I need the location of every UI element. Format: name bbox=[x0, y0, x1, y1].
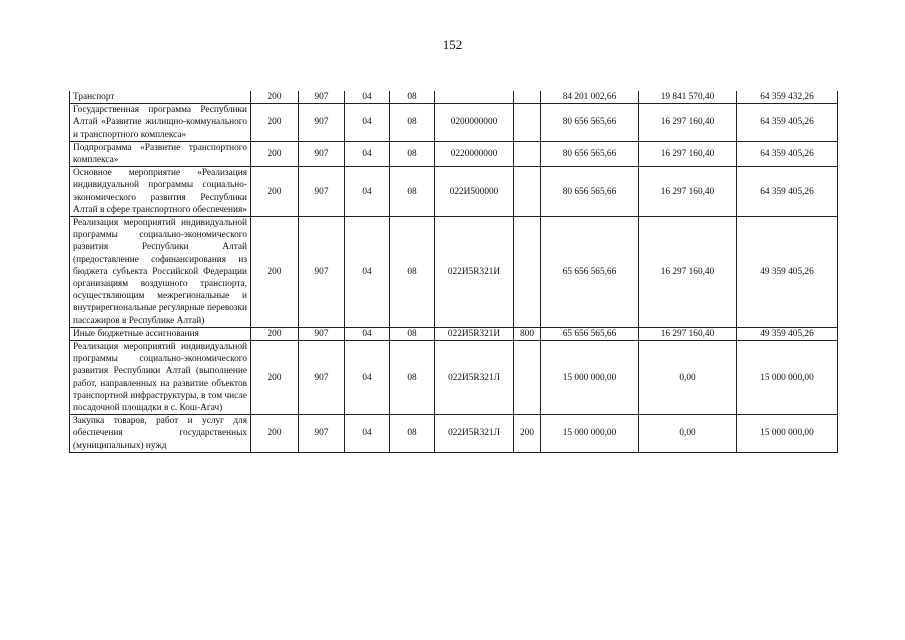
amount-3-cell: 49 359 405,26 bbox=[737, 327, 838, 340]
target-item-code-cell: 022И5R321И bbox=[435, 217, 514, 328]
amount-2-cell: 16 297 160,40 bbox=[639, 104, 737, 142]
amount-2-cell: 0,00 bbox=[639, 415, 737, 453]
subsection-code-cell: 08 bbox=[390, 327, 435, 340]
expense-type-code-cell bbox=[514, 141, 541, 166]
amount-1-cell: 84 201 002,66 bbox=[541, 91, 639, 104]
section-code-cell: 04 bbox=[345, 104, 390, 142]
amount-1-cell: 80 656 565,66 bbox=[541, 141, 639, 166]
section-code-cell: 04 bbox=[345, 141, 390, 166]
code-cell: 200 bbox=[251, 104, 299, 142]
department-code-cell: 907 bbox=[299, 104, 345, 142]
amount-1-cell: 65 656 565,66 bbox=[541, 327, 639, 340]
expense-type-code-cell bbox=[514, 91, 541, 104]
amount-1-cell: 15 000 000,00 bbox=[541, 415, 639, 453]
row-name-cell: Закупка товаров, работ и услуг для обеспечения государственных (муниципальных) нужд bbox=[70, 415, 251, 453]
row-name-cell: Государственная программа Республики Алтай «Развитие жилищно-коммунального и транспортного комплекса» bbox=[70, 104, 251, 142]
amount-1-cell: 80 656 565,66 bbox=[541, 104, 639, 142]
target-item-code-cell: 0200000000 bbox=[435, 104, 514, 142]
row-name-cell: Реализация мероприятий индивидуальной программы социально-экономического развития Республики Алтай (выполнение работ, направленных на развитие объектов транспортной инфраструктуры, в том числе посадочной площадки в с. Кош-Агач) bbox=[70, 341, 251, 415]
amount-1-cell: 80 656 565,66 bbox=[541, 167, 639, 217]
code-cell: 200 bbox=[251, 91, 299, 104]
table-row bbox=[70, 104, 838, 142]
subsection-code-cell: 08 bbox=[390, 415, 435, 453]
table-row bbox=[70, 217, 838, 328]
row-name-cell: Иные бюджетные ассигнования bbox=[70, 327, 251, 340]
code-cell: 200 bbox=[251, 341, 299, 415]
subsection-code-cell: 08 bbox=[390, 341, 435, 415]
target-item-code-cell: 022И500000 bbox=[435, 167, 514, 217]
section-code-cell: 04 bbox=[345, 415, 390, 453]
amount-2-cell: 16 297 160,40 bbox=[639, 167, 737, 217]
table-row bbox=[70, 327, 838, 340]
expense-type-code-cell bbox=[514, 217, 541, 328]
target-item-code-cell: 0220000000 bbox=[435, 141, 514, 166]
target-item-code-cell: 022И5R321Л bbox=[435, 415, 514, 453]
subsection-code-cell: 08 bbox=[390, 141, 435, 166]
expense-type-code-cell bbox=[514, 167, 541, 217]
target-item-code-cell: 022И5R321Л bbox=[435, 341, 514, 415]
expense-type-code-cell bbox=[514, 341, 541, 415]
code-cell: 200 bbox=[251, 167, 299, 217]
subsection-code-cell: 08 bbox=[390, 91, 435, 104]
table-row bbox=[70, 167, 838, 217]
amount-3-cell: 64 359 432,26 bbox=[737, 91, 838, 104]
row-name-cell: Подпрограмма «Развитие транспортного комплекса» bbox=[70, 141, 251, 166]
amount-2-cell: 16 297 160,40 bbox=[639, 141, 737, 166]
row-name-cell: Реализация мероприятий индивидуальной программы социально-экономического развития Республики Алтай (предоставление софинансирования из бюджета субъекта Российской Федерации организациям воздушного транспорта, осуществляющим межрегиональные и внутрирегиональные регулярные перевозки пассажиров в Республике Алтай) bbox=[70, 217, 251, 328]
table-row bbox=[70, 141, 838, 166]
section-code-cell: 04 bbox=[345, 217, 390, 328]
page-number: 152 bbox=[442, 37, 463, 52]
target-item-code-cell bbox=[435, 91, 514, 104]
department-code-cell: 907 bbox=[299, 341, 345, 415]
department-code-cell: 907 bbox=[299, 91, 345, 104]
code-cell: 200 bbox=[251, 415, 299, 453]
subsection-code-cell: 08 bbox=[390, 104, 435, 142]
code-cell: 200 bbox=[251, 141, 299, 166]
amount-3-cell: 49 359 405,26 bbox=[737, 217, 838, 328]
amount-3-cell: 64 359 405,26 bbox=[737, 104, 838, 142]
amount-1-cell: 65 656 565,66 bbox=[541, 217, 639, 328]
section-code-cell: 04 bbox=[345, 341, 390, 415]
budget-table bbox=[69, 91, 838, 453]
department-code-cell: 907 bbox=[299, 217, 345, 328]
section-code-cell: 04 bbox=[345, 327, 390, 340]
amount-2-cell: 16 297 160,40 bbox=[639, 217, 737, 328]
expense-type-code-cell: 800 bbox=[514, 327, 541, 340]
amount-3-cell: 15 000 000,00 bbox=[737, 341, 838, 415]
subsection-code-cell: 08 bbox=[390, 167, 435, 217]
code-cell: 200 bbox=[251, 217, 299, 328]
amount-3-cell: 64 359 405,26 bbox=[737, 167, 838, 217]
target-item-code-cell: 022И5R321И bbox=[435, 327, 514, 340]
row-name-cell: Транспорт bbox=[70, 91, 251, 104]
subsection-code-cell: 08 bbox=[390, 217, 435, 328]
amount-1-cell: 15 000 000,00 bbox=[541, 341, 639, 415]
amount-3-cell: 15 000 000,00 bbox=[737, 415, 838, 453]
amount-2-cell: 0,00 bbox=[639, 341, 737, 415]
expense-type-code-cell bbox=[514, 104, 541, 142]
amount-2-cell: 19 841 570,40 bbox=[639, 91, 737, 104]
table-row bbox=[70, 341, 838, 415]
code-cell: 200 bbox=[251, 327, 299, 340]
amount-3-cell: 64 359 405,26 bbox=[737, 141, 838, 166]
department-code-cell: 907 bbox=[299, 141, 345, 166]
table-row bbox=[70, 415, 838, 453]
expense-type-code-cell: 200 bbox=[514, 415, 541, 453]
department-code-cell: 907 bbox=[299, 167, 345, 217]
section-code-cell: 04 bbox=[345, 91, 390, 104]
amount-2-cell: 16 297 160,40 bbox=[639, 327, 737, 340]
department-code-cell: 907 bbox=[299, 415, 345, 453]
department-code-cell: 907 bbox=[299, 327, 345, 340]
section-code-cell: 04 bbox=[345, 167, 390, 217]
row-name-cell: Основное мероприятие «Реализация индивидуальной программы социально-экономического развития Республики Алтай в сфере транспортного обеспечения» bbox=[70, 167, 251, 217]
table-row bbox=[70, 91, 838, 104]
